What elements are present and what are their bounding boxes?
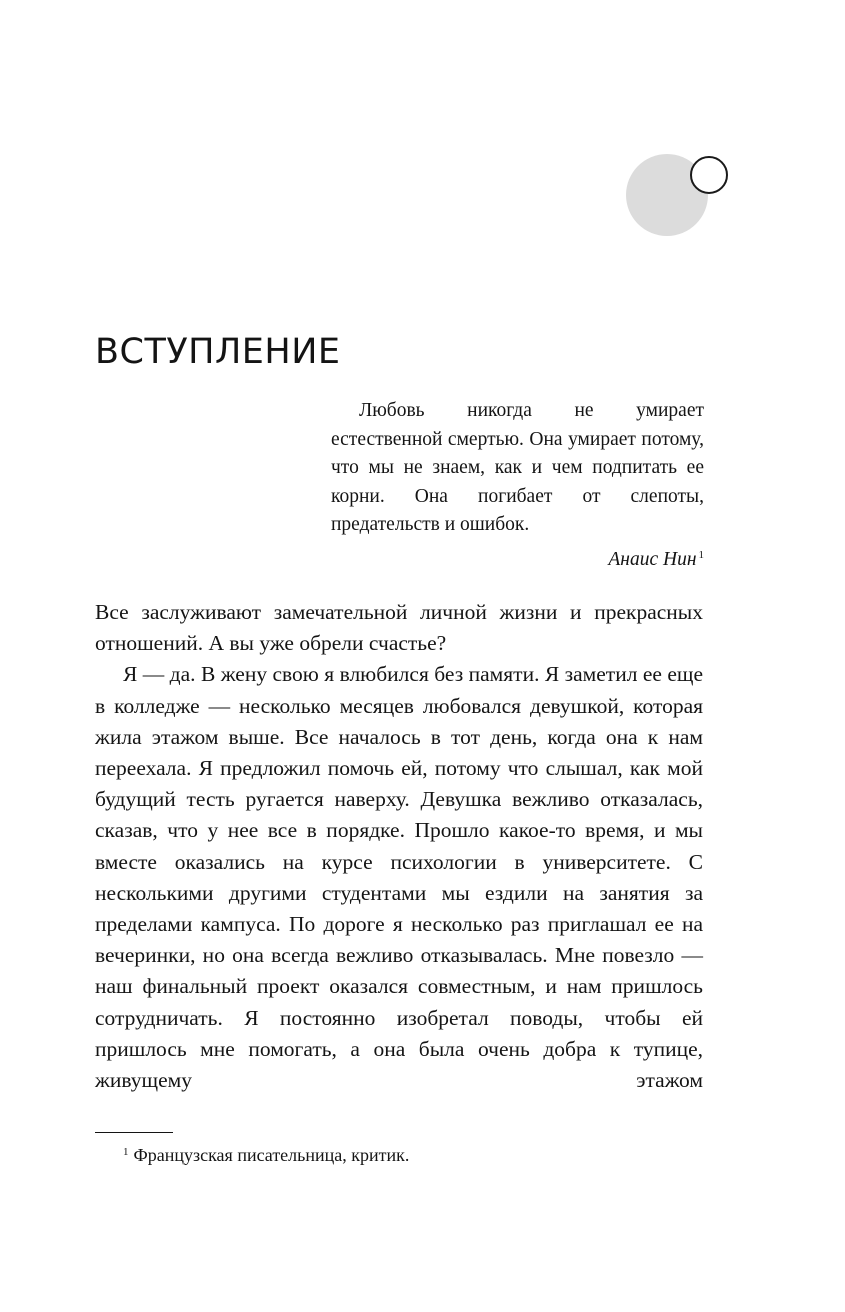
epigraph — [331, 397, 704, 575]
epigraph-author: Анаис Нин — [608, 548, 697, 570]
epigraph-text: Любовь никогда не умирает естественной смертью. Она умирает потому, что мы не знаем, как и чем подпитать ее корни. Она погибает от слепоты, предательств и ошибок. — [331, 400, 704, 535]
epigraph-author-line — [331, 540, 704, 575]
body-paragraph: Я — да. В жену свою я влюбился без памяти. Я заметил ее еще в колледже — несколько месяцев любовался девушкой, которая жила этажом выше. Все началось в тот день, когда она к нам переехала. Я предложил помочь ей, потому что слышал, как мой будущий тесть ругается наверху. Девушка вежливо отказалась, сказав, что у нее все в порядке. Прошло какое-то время, и мы вместе оказались на курсе психологии в университете. С несколькими другими студентами мы ездили на занятия за пределами кампуса. По дороге я несколько раз приглашал ее на вечеринки, но она всегда вежливо отказывалась. Мне повезло — наш финальный проект оказался совместным, и нам пришлось сотрудничать. Я постоянно изобретал поводы, чтобы ей пришлось мне помогать, а она была очень добра к тупице, живущему этажом — [95, 662, 703, 1093]
decorative-ring-circle — [690, 156, 728, 194]
footnote-text: Французская писательница, критик. — [133, 1145, 410, 1165]
body-paragraph: Все заслуживают замечательной личной жизни и прекрасных отношений. А вы уже обрели счастье? — [95, 600, 703, 656]
footnote — [123, 1139, 409, 1168]
footnote-number: 1 — [123, 1146, 129, 1158]
footnote-reference: 1 — [698, 548, 704, 561]
body-text — [95, 597, 703, 1096]
chapter-title: ВСТУПЛЕНИЕ — [95, 332, 341, 372]
footnote-divider — [95, 1132, 173, 1133]
